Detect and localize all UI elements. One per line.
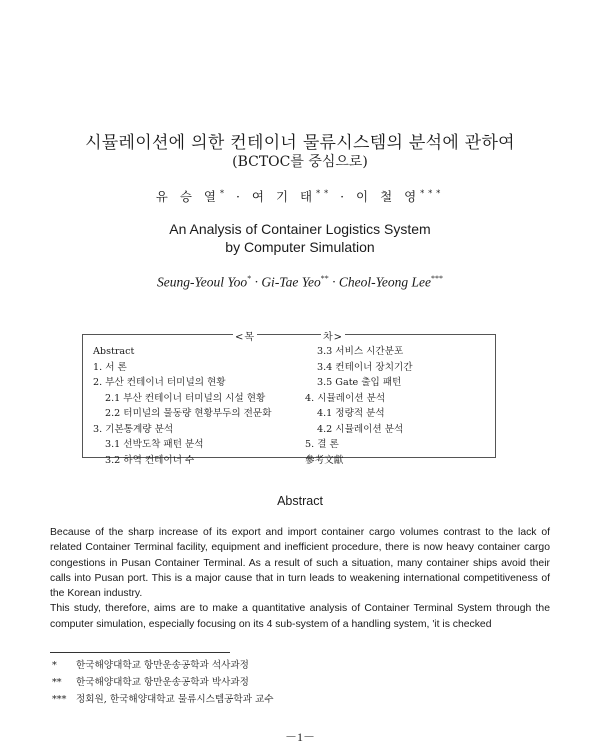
toc-item: 參考文獻 — [305, 454, 344, 466]
toc-item: 3.1 선박도착 패턴 분석 — [105, 439, 204, 450]
abstract-heading: Abstract — [277, 494, 323, 508]
author-en-sep-2: · — [328, 274, 339, 290]
footnote-mark: *** — [52, 694, 67, 705]
abstract-paragraph-2: This study, therefore, aims are to make a quantitative analysis of Container Terminal System through the computer simulation, especially focusing on its 4 sub-system of a handling system, 'it is checked — [50, 603, 550, 630]
toc-right-column — [305, 344, 413, 468]
toc-item: 4. 시뮬레이션 분석 — [305, 392, 386, 404]
abstract-paragraph-1: Because of the sharp increase of its export and import container cargo volumes contrast to the lack of related Container Terminal facility, equipment and inefficient procedure, there is now heavy container cargo congestions in Pusan Container Terminal. As a result of such a situation, many container ships avoid their calls into Pusan port. This is a major cause that in turn leads to weakening international competitiveness of the Korean industry. — [50, 527, 550, 600]
toc-item: 3.3 서비스 시간분포 — [317, 346, 404, 357]
english-title-line-1: An Analysis of Container Logistics System — [169, 221, 431, 237]
toc-item: 2. 부산 컨테이너 터미널의 현황 — [93, 377, 226, 388]
toc-item: 3.5 Gate 출입 패턴 — [317, 377, 402, 388]
korean-subtitle: (BCTOC를 중심으로) — [232, 154, 368, 170]
english-title-line-2: by Computer Simulation — [225, 239, 375, 255]
author-ko-1: 유 승 열 — [155, 189, 220, 204]
abstract-body — [50, 525, 550, 632]
author-ko-sep-1: · — [227, 189, 252, 204]
footnote-text: 정회원, 한국해양대학교 물류시스템공학과 교수 — [76, 694, 274, 705]
author-en-3-mark: *** — [430, 274, 443, 283]
author-en-1: Seung-Yeoul Yoo — [157, 274, 248, 290]
author-ko-2-mark: ** — [316, 188, 333, 198]
author-en-2-mark: ** — [320, 274, 329, 283]
author-en-sep-1: · — [251, 274, 262, 290]
page-number: －1－ — [284, 730, 315, 744]
toc-item: 2.2 터미널의 물동량 현황부두의 전문화 — [105, 408, 272, 419]
footnote-mark: * — [52, 660, 57, 671]
author-ko-1-mark: * — [219, 188, 228, 198]
footnote — [52, 674, 274, 691]
author-ko-3: 이 철 영 — [356, 189, 421, 204]
toc-item: 2.1 부산 컨테이너 터미널의 시설 현황 — [105, 392, 266, 404]
toc-item: 3.4 컨테이너 장치기간 — [317, 361, 413, 373]
korean-authors — [0, 187, 600, 205]
author-ko-2: 여 기 태 — [251, 189, 317, 204]
author-ko-sep-2: · — [332, 189, 357, 204]
english-title — [0, 220, 600, 256]
korean-title: 시뮬레이션에 의한 컨테이너 물류시스템의 분석에 관하여 — [85, 133, 515, 153]
toc-heading — [83, 328, 495, 343]
footnote — [52, 657, 274, 674]
toc-item: Abstract — [93, 346, 135, 357]
footnote-text: 한국해양대학교 항만운송공학과 박사과정 — [76, 677, 249, 688]
author-ko-3-mark: *** — [420, 188, 445, 198]
footnote-mark: ** — [52, 677, 62, 688]
toc-item: 4.1 정량적 분석 — [317, 408, 385, 419]
footnotes — [52, 657, 274, 708]
toc-heading-right: 차> — [323, 332, 344, 343]
toc-item: 4.2 시뮬레이션 분석 — [317, 423, 404, 435]
footnote-text: 한국해양대학교 항만운송공학과 석사과정 — [76, 660, 249, 671]
author-en-2: Gi-Tae Yeo — [261, 274, 321, 290]
footnote-rule — [50, 652, 230, 653]
author-en-1-mark: * — [247, 274, 252, 283]
table-of-contents — [82, 332, 496, 466]
author-en-3: Cheol-Yeong Lee — [338, 274, 431, 290]
toc-heading-left: <목 — [234, 332, 255, 343]
toc-item: 1. 서 론 — [93, 361, 127, 373]
footnote — [52, 691, 274, 708]
toc-item: 3.2 하역 컨테이너 수 — [105, 454, 195, 466]
toc-item: 5. 결 론 — [305, 439, 339, 450]
toc-left-column — [93, 344, 271, 468]
english-authors — [0, 274, 600, 291]
toc-item: 3. 기본통계량 분석 — [93, 423, 174, 435]
